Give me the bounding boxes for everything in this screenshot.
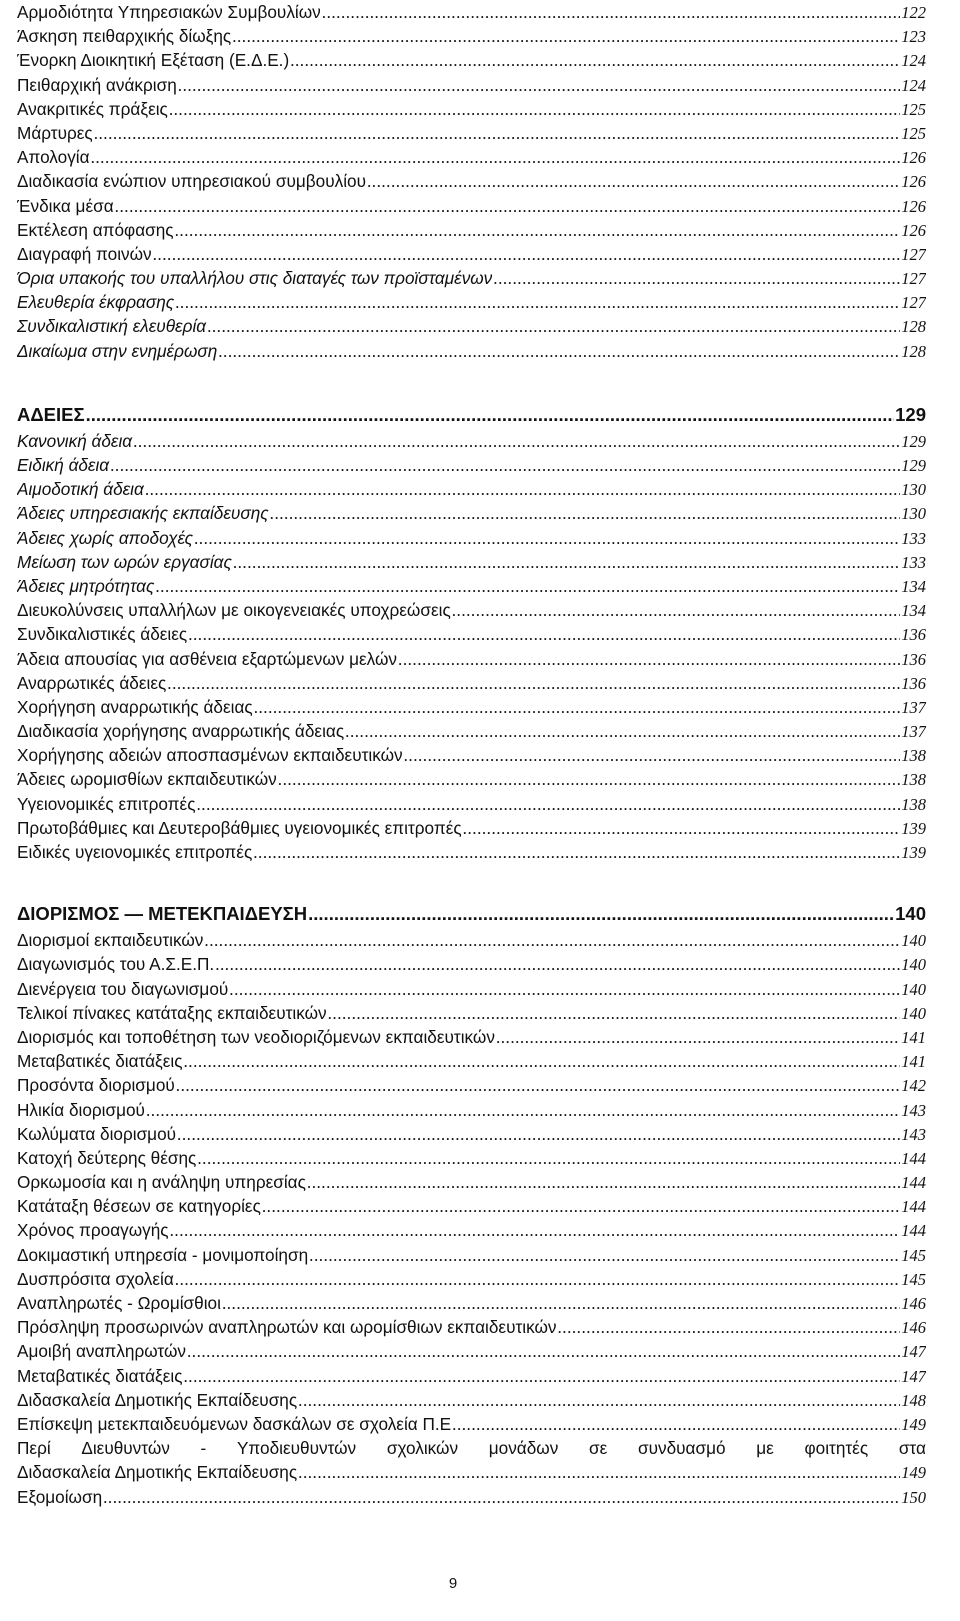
toc-entry-page: 126 bbox=[901, 172, 926, 192]
toc-heading-title: ΔΙΟΡΙΣΜΟΣ — ΜΕΤΕΚΠΑΙΔΕΥΣΗ bbox=[17, 903, 308, 925]
toc-entry-page: 143 bbox=[901, 1100, 926, 1120]
toc-entry-page: 126 bbox=[901, 220, 926, 240]
toc-entry bbox=[17, 290, 926, 314]
toc-dot-leader bbox=[94, 122, 901, 145]
toc-entry bbox=[17, 792, 926, 816]
toc-entry-page: 130 bbox=[901, 504, 926, 524]
toc-heading-page: 129 bbox=[895, 403, 926, 425]
toc-entry bbox=[17, 501, 926, 525]
toc-entry bbox=[17, 1025, 926, 1049]
page-number: 9 bbox=[448, 1575, 458, 1592]
toc-dot-leader bbox=[308, 900, 894, 928]
toc-entry bbox=[17, 1388, 926, 1412]
toc-entry-page: 139 bbox=[901, 818, 926, 838]
toc-dot-leader bbox=[452, 1413, 900, 1436]
toc-entry-title: Διορισμός και τοποθέτηση των νεοδιοριζόμενων εκπαιδευτικών bbox=[17, 1026, 495, 1047]
toc-dot-leader bbox=[222, 1292, 900, 1315]
toc-entry-title: Δικαίωμα στην ενημέρωση bbox=[17, 340, 218, 361]
toc-dot-leader bbox=[145, 478, 900, 501]
toc-dot-leader bbox=[197, 793, 901, 816]
toc-entry-page: 127 bbox=[901, 293, 926, 313]
toc-dot-leader bbox=[452, 599, 901, 622]
toc-entry bbox=[17, 977, 926, 1001]
toc-entry bbox=[17, 550, 926, 574]
toc-entry bbox=[17, 952, 926, 976]
toc-dot-leader bbox=[183, 1365, 900, 1388]
toc-entry-page: 126 bbox=[901, 196, 926, 216]
toc-entry-title: Αναπληρωτές - Ωρομίσθιοι bbox=[17, 1293, 221, 1313]
toc-heading-adeies bbox=[17, 401, 926, 429]
toc-entry-title: Δοκιμαστική υπηρεσία - μονιμοποίηση bbox=[17, 1244, 309, 1265]
toc-entry-title: Υγειονομικές επιτροπές bbox=[17, 793, 196, 814]
toc-entry-title: Χορήγησης αδειών αποσπασμένων εκπαιδευτικών bbox=[17, 745, 403, 766]
toc-entry-page: 150 bbox=[901, 1487, 926, 1507]
toc-dot-leader bbox=[253, 841, 900, 864]
toc-entry bbox=[17, 453, 926, 477]
toc-entry-title: Μάρτυρες bbox=[17, 122, 93, 143]
toc-dot-leader bbox=[322, 1, 900, 24]
toc-entry bbox=[17, 1146, 926, 1170]
toc-entry-word: Διευθυντών bbox=[81, 1438, 170, 1459]
toc-entry-page: 145 bbox=[901, 1269, 926, 1289]
toc-dot-leader bbox=[204, 929, 900, 952]
toc-dot-leader bbox=[496, 1026, 900, 1049]
toc-entry bbox=[17, 242, 926, 266]
toc-entry bbox=[17, 1243, 926, 1267]
toc-entry-title: Ειδική άδεια bbox=[17, 455, 110, 475]
toc-dot-leader bbox=[155, 575, 900, 598]
toc-entry-title: Ελευθερία έκφρασης bbox=[17, 292, 175, 313]
toc-entry-page: 138 bbox=[901, 770, 926, 790]
toc-entry-word: φοιτητές bbox=[804, 1438, 869, 1459]
toc-entry-page: 138 bbox=[901, 746, 926, 766]
toc-entry bbox=[17, 719, 926, 743]
toc-entry bbox=[17, 526, 926, 550]
toc-entry-title: Πειθαρχική ανάκριση bbox=[17, 74, 177, 95]
toc-entry bbox=[17, 767, 926, 791]
toc-entry-title-line2-row bbox=[17, 1460, 926, 1484]
toc-dot-leader bbox=[270, 502, 901, 525]
toc-entry-title: Κανονική άδεια bbox=[17, 430, 133, 451]
toc-entry-page: 144 bbox=[901, 1221, 926, 1241]
toc-group-appointment bbox=[17, 928, 926, 1436]
toc-entry-title: Αιμοδοτική άδεια bbox=[17, 479, 144, 500]
toc-entry-word: σχολικών bbox=[386, 1438, 459, 1459]
toc-entry-page: 128 bbox=[901, 341, 926, 361]
toc-entry-title: Διαγωνισμός του Α.Σ.Ε.Π. bbox=[17, 954, 215, 975]
toc-entry-title: Άδειες μητρότητας bbox=[17, 575, 155, 596]
toc-entry-title: Διαδικασία ενώπιον υπηρεσιακού συμβουλίου bbox=[17, 171, 366, 192]
toc-group-leaves bbox=[17, 429, 926, 864]
toc-entry-page: 128 bbox=[901, 317, 926, 337]
toc-dot-leader bbox=[115, 195, 901, 218]
toc-entry-title: Εκτέλεση απόφασης bbox=[17, 219, 174, 240]
toc-dot-leader bbox=[183, 1050, 900, 1073]
toc-entry-page: 136 bbox=[901, 625, 926, 645]
toc-entry-page: 145 bbox=[901, 1245, 926, 1265]
toc-entry-title: Χορήγηση αναρρωτικής άδειας bbox=[17, 696, 253, 717]
toc-entry bbox=[17, 598, 926, 622]
section-gap bbox=[17, 363, 926, 401]
toc-entry-page: 125 bbox=[901, 123, 926, 143]
toc-dot-leader bbox=[178, 74, 900, 97]
toc-entry bbox=[17, 574, 926, 598]
toc-entry-title: Αρμοδιότητα Υπηρεσιακών Συμβουλίων bbox=[17, 2, 321, 22]
toc-dot-leader bbox=[194, 527, 900, 550]
toc-entry-page: 149 bbox=[901, 1414, 926, 1434]
toc-dot-leader bbox=[232, 25, 900, 48]
toc-entry-page: 136 bbox=[901, 649, 926, 669]
toc-entry-page: 144 bbox=[901, 1148, 926, 1168]
toc-entry-page: 148 bbox=[901, 1390, 926, 1410]
toc-dot-leader bbox=[169, 98, 900, 121]
toc-dot-leader bbox=[110, 454, 900, 477]
toc-dot-leader bbox=[398, 648, 900, 671]
toc-entry bbox=[17, 314, 926, 338]
toc-entry-page: 141 bbox=[901, 1027, 926, 1047]
toc-entry-word: - bbox=[200, 1438, 207, 1459]
toc-entry-page: 140 bbox=[901, 931, 926, 951]
toc-entry bbox=[17, 145, 926, 169]
toc-entry bbox=[17, 1001, 926, 1025]
toc-entry-page: 125 bbox=[901, 99, 926, 119]
toc-entry-title-line1 bbox=[17, 1436, 926, 1460]
toc-entry bbox=[17, 1339, 926, 1363]
toc-dot-leader bbox=[367, 170, 900, 193]
toc-entry bbox=[17, 647, 926, 671]
toc-heading-page: 140 bbox=[895, 903, 926, 925]
toc-entry-word: συνδυασμό bbox=[637, 1438, 726, 1459]
toc-entry-page: 124 bbox=[901, 51, 926, 71]
toc-entry-title: Ορκωμοσία και η ανάληψη υπηρεσίας bbox=[17, 1172, 306, 1193]
toc-entry-page: 147 bbox=[901, 1366, 926, 1386]
toc-entry bbox=[17, 1098, 926, 1122]
toc-entry-page: 137 bbox=[901, 722, 926, 742]
toc-heading-title: ΑΔΕΙΕΣ bbox=[17, 403, 85, 425]
toc-entry-title: Ένδικα μέσα bbox=[17, 195, 114, 216]
toc-entry bbox=[17, 121, 926, 145]
toc-dot-leader bbox=[309, 1244, 900, 1267]
toc-entry-page: 134 bbox=[901, 576, 926, 596]
toc-entry-page: 129 bbox=[901, 431, 926, 451]
toc-dot-leader bbox=[167, 672, 900, 695]
toc-entry-title: Χρόνος προαγωγής bbox=[17, 1220, 169, 1241]
toc-entry bbox=[17, 266, 926, 290]
toc-entry-word: στα bbox=[898, 1438, 926, 1459]
toc-entry-title: Τελικοί πίνακες κατάταξης εκπαιδευτικών bbox=[17, 1002, 327, 1023]
toc-entry bbox=[17, 743, 926, 767]
toc-dot-leader bbox=[188, 623, 900, 646]
toc-entry-title-line2: Διδασκαλεία Δημοτικής Εκπαίδευσης bbox=[17, 1462, 298, 1483]
toc-entry-title: Άδειες υπηρεσιακής εκπαίδευσης bbox=[17, 503, 269, 524]
toc-entry-word: Υποδιευθυντών bbox=[236, 1438, 357, 1459]
toc-entry-page: 146 bbox=[901, 1294, 926, 1313]
toc-dot-leader bbox=[218, 340, 900, 363]
toc-entry-title: Μεταβατικές διατάξεις bbox=[17, 1365, 183, 1386]
toc-entry-page: 146 bbox=[901, 1318, 926, 1338]
toc-entry bbox=[17, 928, 926, 952]
toc-entry-page: 124 bbox=[901, 75, 926, 95]
toc-entry-title: Διαδικασία χορήγησης αναρρωτικής άδειας bbox=[17, 721, 345, 742]
toc-entry bbox=[17, 339, 926, 363]
toc-group-discipline bbox=[17, 0, 926, 363]
toc-dot-leader bbox=[215, 953, 900, 976]
toc-dot-leader bbox=[133, 430, 900, 453]
toc-entry-title: Διορισμοί εκπαιδευτικών bbox=[17, 930, 204, 951]
toc-entry-page: 140 bbox=[901, 1003, 926, 1023]
toc-entry-page: 138 bbox=[901, 794, 926, 814]
toc-entry-page: 141 bbox=[901, 1052, 926, 1072]
toc-entry-title: Κατάταξη θέσεων σε κατηγορίες bbox=[17, 1196, 261, 1217]
toc-entry-title: Άδειες ωρομισθίων εκπαιδευτικών bbox=[17, 769, 277, 790]
toc-dot-leader bbox=[345, 720, 900, 743]
toc-entry-title: Συνδικαλιστική ελευθερία bbox=[17, 316, 207, 337]
toc-entry-last bbox=[17, 1485, 926, 1509]
toc-entry bbox=[17, 24, 926, 48]
toc-dot-leader bbox=[229, 978, 900, 1001]
toc-entry-page: 122 bbox=[901, 3, 926, 22]
toc-entry bbox=[17, 169, 926, 193]
toc-dot-leader bbox=[175, 291, 900, 314]
toc-dot-leader bbox=[404, 744, 901, 767]
toc-dot-leader bbox=[207, 315, 900, 338]
toc-entry-title: Όρια υπακοής του υπαλλήλου στις διαταγές των προϊσταμένων bbox=[17, 268, 493, 289]
toc-entry-page: 140 bbox=[901, 955, 926, 975]
toc-entry-word: Περί bbox=[17, 1438, 51, 1459]
toc-entry-title: Διενέργεια του διαγωνισμού bbox=[17, 978, 229, 999]
toc-entry-title: Ηλικία διορισμού bbox=[17, 1099, 145, 1120]
toc-entry bbox=[17, 97, 926, 121]
toc-entry-page: 134 bbox=[901, 601, 926, 621]
toc-entry bbox=[17, 477, 926, 501]
toc-entry bbox=[17, 622, 926, 646]
toc-entry-page: 130 bbox=[901, 480, 926, 500]
toc-dot-leader bbox=[91, 146, 901, 169]
toc-entry-page: 129 bbox=[901, 456, 926, 475]
toc-entry-title: Μεταβατικές διατάξεις bbox=[17, 1051, 183, 1072]
toc-dot-leader bbox=[298, 1461, 900, 1484]
toc-entry-page: 137 bbox=[901, 697, 926, 717]
toc-entry bbox=[17, 429, 926, 453]
toc-entry bbox=[17, 1364, 926, 1388]
section-gap bbox=[17, 864, 926, 900]
toc-dot-leader bbox=[170, 1219, 901, 1242]
toc-entry-title: Συνδικαλιστικές άδειες bbox=[17, 624, 188, 645]
toc-entry-title: Εξομοίωση bbox=[17, 1486, 103, 1507]
toc-dot-leader bbox=[307, 1171, 900, 1194]
toc-entry-page: 140 bbox=[901, 979, 926, 999]
toc-entry-title: Κωλύματα διορισμού bbox=[17, 1123, 177, 1144]
toc-entry-word: μονάδων bbox=[488, 1438, 559, 1459]
table-of-contents bbox=[17, 0, 926, 1509]
toc-entry-title: Διευκολύνσεις υπαλλήλων με οικογενειακές υποχρεώσεις bbox=[17, 600, 451, 621]
toc-entry-title: Αμοιβή αναπληρωτών bbox=[17, 1341, 186, 1362]
toc-entry bbox=[17, 218, 926, 242]
toc-dot-leader bbox=[557, 1316, 900, 1339]
toc-entry-title: Διαγραφή ποινών bbox=[17, 243, 152, 264]
toc-dot-leader bbox=[328, 1002, 901, 1025]
toc-entry-word: σε bbox=[589, 1438, 608, 1459]
toc-entry-page: 142 bbox=[901, 1076, 926, 1096]
toc-dot-leader bbox=[187, 1340, 900, 1363]
toc-entry-title: Πρόσληψη προσωρινών αναπληρωτών και ωρομίσθιων εκπαιδευτικών bbox=[17, 1317, 557, 1338]
toc-entry-page: 133 bbox=[901, 528, 926, 548]
toc-entry bbox=[17, 194, 926, 218]
toc-entry-page: 147 bbox=[901, 1342, 926, 1362]
toc-dot-leader bbox=[175, 1268, 900, 1291]
toc-entry bbox=[17, 0, 926, 24]
toc-entry-title: Δυσπρόσιτα σχολεία bbox=[17, 1268, 174, 1289]
toc-entry bbox=[17, 1218, 926, 1242]
toc-entry bbox=[17, 695, 926, 719]
toc-dot-leader bbox=[175, 219, 901, 242]
toc-entry-title: Απολογία bbox=[17, 147, 90, 168]
toc-entry-title: Ειδικές υγειονομικές επιτροπές bbox=[17, 842, 253, 862]
toc-entry-page: 144 bbox=[901, 1173, 926, 1193]
toc-dot-leader bbox=[146, 1099, 900, 1122]
toc-dot-leader bbox=[103, 1486, 900, 1509]
toc-entry-page: 127 bbox=[901, 244, 926, 264]
toc-dot-leader bbox=[176, 1074, 900, 1097]
toc-entry-title: Προσόντα διορισμού bbox=[17, 1075, 175, 1096]
toc-entry bbox=[17, 816, 926, 840]
toc-entry-word: με bbox=[756, 1438, 774, 1459]
toc-entry bbox=[17, 1267, 926, 1291]
toc-entry-page: 144 bbox=[901, 1197, 926, 1217]
toc-entry bbox=[17, 73, 926, 97]
toc-entry-page: 127 bbox=[901, 269, 926, 289]
toc-entry bbox=[17, 1170, 926, 1194]
toc-dot-leader bbox=[177, 1123, 900, 1146]
toc-dot-leader bbox=[153, 243, 901, 266]
toc-entry-title: Αναρρωτικές άδειες bbox=[17, 672, 167, 693]
toc-entry-page: 136 bbox=[901, 673, 926, 693]
toc-entry bbox=[17, 1122, 926, 1146]
toc-entry-page: 139 bbox=[901, 843, 926, 862]
toc-entry-title: Άδεια απουσίας για ασθένεια εξαρτώμενων μελών bbox=[17, 648, 398, 669]
toc-dot-leader bbox=[197, 1147, 900, 1170]
toc-dot-leader bbox=[86, 401, 895, 429]
toc-dot-leader bbox=[493, 267, 900, 290]
toc-entry-title: Διδασκαλεία Δημοτικής Εκπαίδευσης bbox=[17, 1389, 298, 1410]
toc-entry-title: Μείωση των ωρών εργασίας bbox=[17, 551, 232, 572]
toc-entry-title: Επίσκεψη μετεκπαιδευόμενων δασκάλων σε σχολεία Π.Ε bbox=[17, 1413, 452, 1434]
toc-entry-page: 126 bbox=[901, 148, 926, 168]
toc-dot-leader bbox=[290, 49, 900, 72]
toc-heading-diorismos bbox=[17, 900, 926, 928]
toc-dot-leader bbox=[262, 1195, 900, 1218]
toc-entry bbox=[17, 1049, 926, 1073]
toc-entry-title: Κατοχή δεύτερης θέσης bbox=[17, 1147, 197, 1168]
toc-entry-title: Άσκηση πειθαρχικής δίωξης bbox=[17, 26, 232, 47]
toc-entry-page: 123 bbox=[901, 27, 926, 47]
toc-entry-page: 133 bbox=[901, 552, 926, 572]
toc-entry-title: Άδειες χωρίς αποδοχές bbox=[17, 527, 193, 548]
toc-dot-leader bbox=[278, 768, 900, 791]
toc-entry-page: 143 bbox=[901, 1124, 926, 1144]
toc-entry-title: Ανακριτικές πράξεις bbox=[17, 98, 168, 119]
toc-entry-title: Πρωτοβάθμιες και Δευτεροβάθμιες υγειονομικές επιτροπές bbox=[17, 817, 462, 838]
toc-dot-leader bbox=[233, 551, 900, 574]
toc-entry bbox=[17, 671, 926, 695]
toc-entry bbox=[17, 840, 926, 864]
toc-entry-title: Ένορκη Διοικητική Εξέταση (Ε.Δ.Ε.) bbox=[17, 50, 290, 71]
toc-entry-multiline bbox=[17, 1436, 926, 1484]
toc-dot-leader bbox=[298, 1389, 900, 1412]
toc-entry-page: 149 bbox=[901, 1463, 926, 1483]
toc-entry bbox=[17, 48, 926, 72]
toc-entry bbox=[17, 1291, 926, 1315]
toc-dot-leader bbox=[463, 817, 901, 840]
toc-entry bbox=[17, 1073, 926, 1097]
toc-dot-leader bbox=[254, 696, 901, 719]
toc-entry bbox=[17, 1315, 926, 1339]
toc-entry bbox=[17, 1194, 926, 1218]
toc-entry bbox=[17, 1412, 926, 1436]
